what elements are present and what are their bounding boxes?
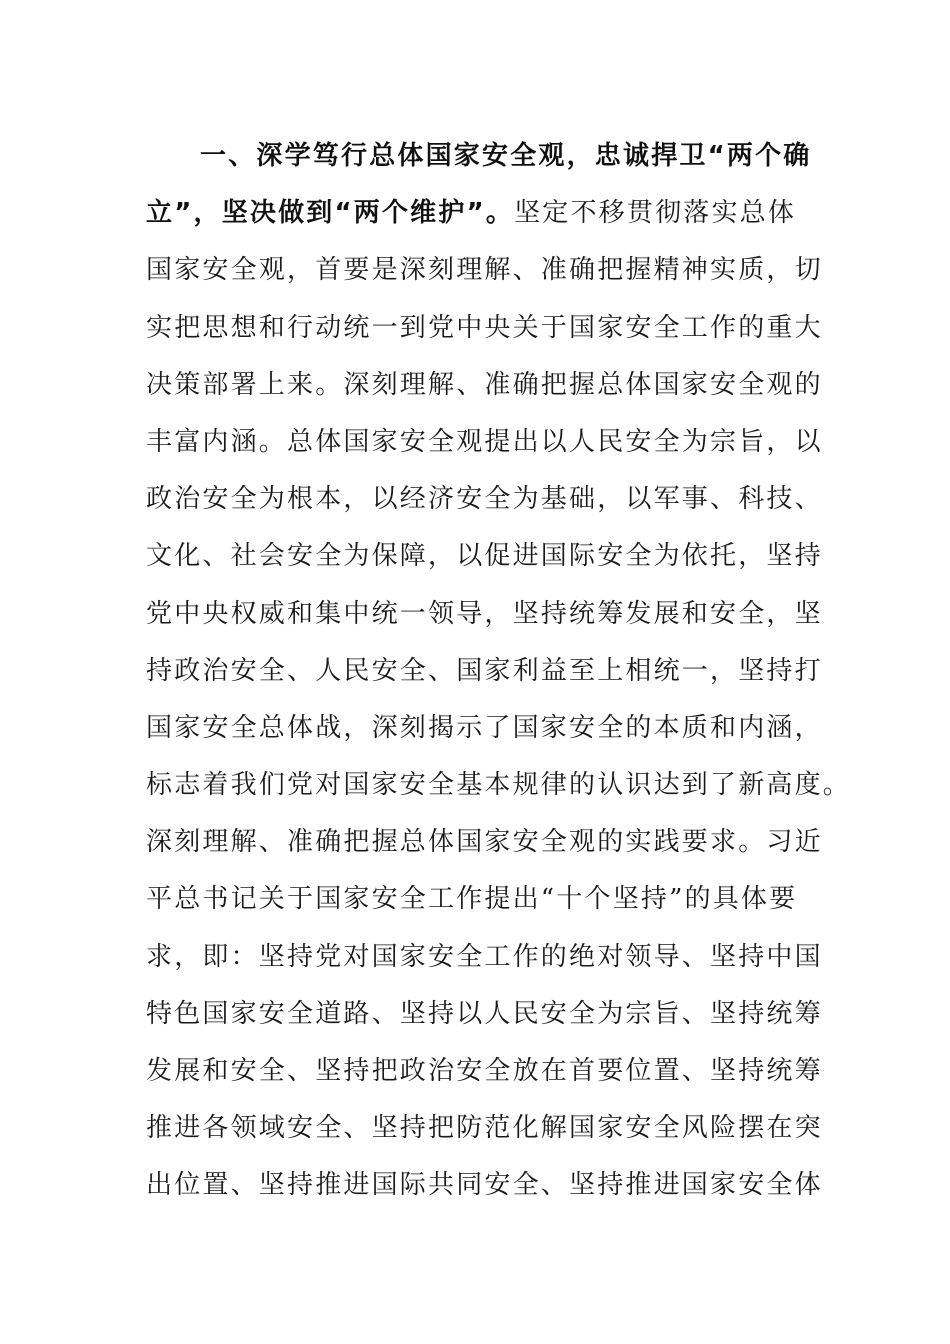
text-line: 党中央权威和集中统一领导，坚持统筹发展和安全，坚 — [146, 598, 823, 629]
section-heading-part1: 一、深学笃行总体国家安全观，忠诚捍卫“两个确 — [200, 141, 812, 171]
text-line: 特色国家安全道路、坚持以人民安全为宗旨、坚持统筹 — [146, 998, 823, 1029]
text-line: 持政治安全、人民安全、国家利益至上相统一，坚持打 — [146, 655, 823, 686]
text-line: 文化、社会安全为保障，以促进国际安全为依托，坚持 — [146, 541, 823, 572]
paragraph — [146, 128, 852, 1215]
text-line: 政治安全为根本，以经济安全为基础，以军事、科技、 — [146, 484, 823, 515]
text-line: 国家安全观，首要是深刻理解、准确把握精神实质，切 — [146, 255, 823, 286]
text-line: 推进各领域安全、坚持把防范化解国家安全风险摆在突 — [146, 1113, 823, 1144]
text-line: 深刻理解、准确把握总体国家安全观的实践要求。习近 — [146, 827, 823, 858]
text-line: 求，即：坚持党对国家安全工作的绝对领导、坚持中国 — [146, 941, 823, 972]
text-line: 决策部署上来。深刻理解、准确把握总体国家安全观的 — [146, 369, 823, 400]
text-line: 出位置、坚持推进国际共同安全、坚持推进国家安全体 — [146, 1170, 823, 1201]
text-line-2-rest: 坚定不移贯彻落实总体 — [514, 198, 797, 229]
text-line: 丰富内涵。总体国家安全观提出以人民安全为宗旨，以 — [146, 426, 823, 457]
section-heading-part2: 立”，坚决做到“两个维护”。 — [146, 198, 515, 229]
text-line: 国家安全总体战，深刻揭示了国家安全的本质和内涵， — [146, 712, 823, 743]
text-line: 实把思想和行动统一到党中央关于国家安全工作的重大 — [146, 312, 823, 343]
text-line: 标志着我们党对国家安全基本规律的认识达到了新高度。 — [146, 770, 852, 801]
text-line-2 — [146, 185, 826, 242]
text-line: 平总书记关于国家安全工作提出“十个坚持”的具体要 — [146, 884, 798, 915]
text-line-1 — [146, 128, 826, 185]
text-line: 发展和安全、坚持把政治安全放在首要位置、坚持统筹 — [146, 1056, 823, 1086]
